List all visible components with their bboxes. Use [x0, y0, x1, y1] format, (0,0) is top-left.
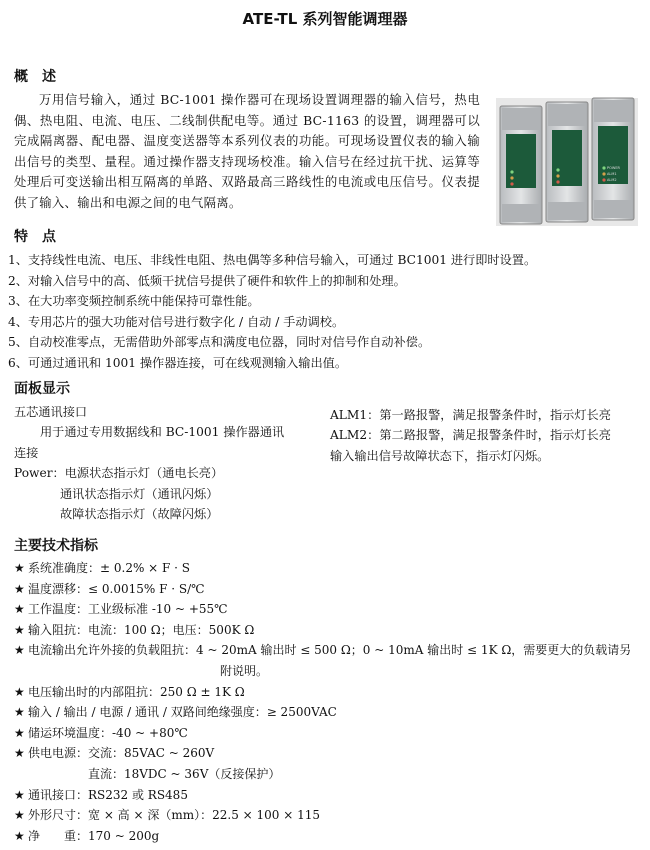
module-1: [500, 106, 542, 224]
spec-insulation: ★ 输入 / 输出 / 电源 / 通讯 / 双路间绝缘强度：≥ 2500VAC: [14, 702, 644, 723]
spec-accuracy: ★ 系统准确度：± 0.2% × F · S: [14, 558, 644, 579]
module-3: [592, 98, 634, 220]
feature-item: 6、可通过通讯和 1001 操作器连接，可在线观测输入输出值。: [8, 355, 348, 370]
star-icon: ★: [14, 561, 25, 575]
alm2-line: ALM2：第二路报警，满足报警条件时，指示灯长亮: [330, 428, 611, 443]
feature-item: 3、在大功率变频控制系统中能保持可靠性能。: [8, 294, 260, 308]
spec-weight: ★ 净 重：170 ~ 200g: [14, 826, 644, 847]
port-description-cont: 连接: [14, 445, 39, 460]
specs-heading: 主要技术指标: [14, 538, 98, 554]
document-title: ATE-TL 系列智能调理器: [242, 10, 408, 28]
star-icon: ★: [14, 643, 25, 658]
panel-right-column: [330, 405, 640, 466]
star-icon: ★: [14, 581, 25, 596]
features-heading: 特 点: [14, 229, 56, 245]
star-icon: ★: [14, 602, 25, 617]
star-icon: ★: [14, 622, 25, 637]
fault-indicator-line: 故障状态指示灯（故障闪烁）: [60, 507, 219, 522]
alarm-fault-line: 输入输出信号故障状态下，指示灯闪烁。: [330, 448, 550, 463]
port-description: 用于通过专用数据线和 BC-1001 操作器通讯: [40, 425, 285, 440]
features-list: [8, 250, 638, 373]
spec-power-dc: 直流：18VDC ~ 36V（反接保护）: [88, 766, 281, 781]
spec-drift: ★ 温度漂移：≤ 0.0015% F · S/℃: [14, 579, 644, 600]
star-icon: ★: [14, 808, 25, 823]
feature-item: 4、专用芯片的强大功能对信号进行数字化 / 自动 / 手动调校。: [8, 314, 345, 329]
product-label-alm1: ALM1: [607, 172, 617, 176]
spec-size: ★ 外形尺寸：宽 × 高 × 深（mm）：22.5 × 100 × 115: [14, 805, 644, 826]
star-icon: ★: [14, 746, 25, 761]
panel-left-column: [14, 402, 314, 524]
specs-list: [14, 558, 644, 846]
star-icon: ★: [14, 828, 25, 843]
overview-paragraph: 万用信号输入，通过 BC-1001 操作器可在现场设置调理器的输入信号，热电偶、热电阻、电流、电压、二线制供配电等。通过 BC-1163 的设置，调理器可以完成隔离器、配电器、温度变送器等本系列仪表的功能。可现场设置仪表的输入输出信号的类型、量程。通过操作器支持现场校准。输入信号在经过抗干扰、运算等处理后可变送输出相互隔离的单路、双路最高三路线性的电流或电压信号。仪表提供了输入、输出和电源之间的电气隔离。: [14, 92, 480, 210]
spec-input-impedance: ★ 输入阻抗：电流：100 Ω；电压：500K Ω: [14, 620, 644, 641]
spec-load-cont: 附说明。: [220, 663, 269, 678]
power-indicator-line: Power：电源状态指示灯（通电长亮）: [14, 466, 224, 481]
product-label-power: POWER: [607, 166, 620, 170]
feature-item: 1、支持线性电流、电压、非线性电阻、热电偶等多种信号输入，可通过 BC1001 进行即时设置。: [8, 253, 537, 267]
spec-storage: ★ 储运环境温度：-40 ~ +80℃: [14, 723, 644, 744]
panel-heading: 面板显示: [14, 381, 70, 397]
product-image: [492, 92, 642, 232]
spec-power-ac: ★ 供电电源：交流：85VAC ~ 260V: [14, 743, 644, 764]
star-icon: ★: [14, 787, 25, 802]
overview-heading: 概 述: [14, 69, 56, 85]
spec-comm: ★ 通讯接口：RS232 或 RS485: [14, 785, 644, 806]
star-icon: ★: [14, 725, 25, 740]
spec-load: ★ 电流输出允许外接的负载阻抗：4 ~ 20mA 输出时 ≤ 500 Ω；0 ~ 10mA 输出时 ≤ 1K Ω，需要更大的负载请另 附说明。: [14, 640, 644, 681]
port-label: 五芯通讯接口: [14, 405, 88, 419]
spec-work-temp: ★ 工作温度：工业级标准 -10 ~ +55℃: [14, 599, 644, 620]
feature-item: 5、自动校准零点，无需借助外部零点和满度电位器，同时对信号作自动补偿。: [8, 335, 431, 349]
comm-indicator-line: 通讯状态指示灯（通讯闪烁）: [60, 486, 219, 501]
feature-item: 2、对输入信号中的高、低频干扰信号提供了硬件和软件上的抑制和处理。: [8, 273, 406, 288]
alm1-line: ALM1：第一路报警，满足报警条件时，指示灯长亮: [330, 408, 611, 422]
spec-voltage-out: ★ 电压输出时的内部阻抗：250 Ω ± 1K Ω: [14, 682, 644, 703]
star-icon: ★: [14, 684, 25, 699]
product-label-alm2: ALM2: [607, 178, 617, 182]
module-2: [546, 102, 588, 222]
star-icon: ★: [14, 705, 25, 720]
